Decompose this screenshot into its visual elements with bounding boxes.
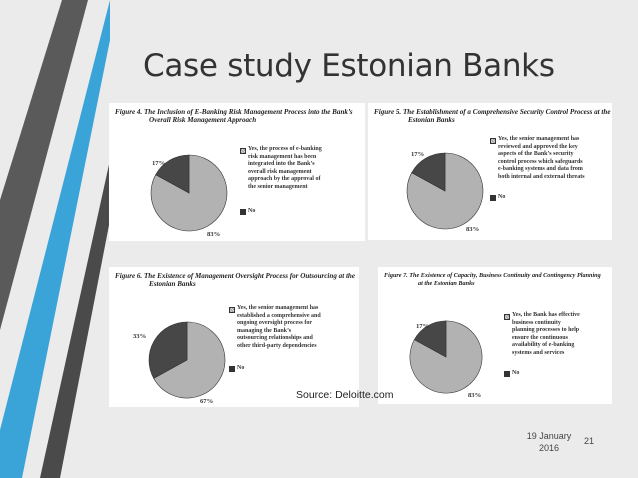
legend-item-no: No xyxy=(229,365,321,373)
legend-item-no: No xyxy=(490,194,585,202)
figure-7-title: Figure 7. The Existence of Capacity, Business Continuity and Contingency Planning at the Estonian Banks xyxy=(384,272,601,287)
figure-7-major-pct-label: 83% xyxy=(468,392,482,399)
figure-7-pie-chart xyxy=(408,319,484,395)
slide-date: 19 January 2016 xyxy=(526,431,572,453)
figure-4-major-pct-label: 83% xyxy=(207,231,221,238)
figure-5-minor-pct-label: 17% xyxy=(411,151,425,158)
legend-item-yes: Yes, the process of e-banking risk management has been integrated into the Bank’s overall risk management approach by the approval of the senior management xyxy=(240,146,322,192)
legend-swatch-yes xyxy=(490,138,496,144)
figure-4-title: Figure 4. The Inclusion of E-Banking Risk Management Process into the Bank’s Overall Risk Management Approach xyxy=(115,108,353,125)
figure-5-major-pct-label: 83% xyxy=(466,226,480,233)
figure-4-minor-pct-label: 17% xyxy=(152,160,166,167)
figure-5-panel xyxy=(368,103,612,240)
figure-5-pie-chart xyxy=(405,151,485,231)
figure-7-panel xyxy=(378,267,612,404)
figure-6-pie-chart xyxy=(147,320,227,400)
figure-6-title: Figure 6. The Existence of Management Oversight Process for Outsourcing at the Estonian Banks xyxy=(115,272,356,289)
figure-5-legend xyxy=(490,136,585,201)
figure-6-major-pct-label: 67% xyxy=(200,398,214,405)
figure-5-title: Figure 5. The Establishment of a Comprehensive Security Control Process at the Estonian Banks xyxy=(374,108,611,125)
figure-6-legend xyxy=(229,305,321,372)
source-credit: Source: Deloitte.com xyxy=(296,389,394,401)
slide-number: 21 xyxy=(584,436,595,446)
figure-4-panel xyxy=(109,103,365,241)
legend-item-no: No xyxy=(240,208,322,216)
legend-swatch-no xyxy=(504,371,510,377)
legend-swatch-yes xyxy=(504,314,510,320)
legend-swatch-no xyxy=(229,366,235,372)
legend-item-yes: Yes, the Bank has effective business continuity planning processes to help ensure the continuous availability of e-banking systems and services xyxy=(504,312,580,358)
legend-swatch-yes xyxy=(240,148,246,154)
legend-swatch-yes xyxy=(229,307,235,313)
legend-item-yes: Yes, the senior management has reviewed and approved the key aspects of the Bank’s security control process which safeguards e-banking systems and data from both internal and external threats xyxy=(490,136,585,182)
legend-swatch-no xyxy=(240,209,246,215)
figure-7-minor-pct-label: 17% xyxy=(416,323,430,330)
figure-7-legend xyxy=(504,312,580,377)
legend-swatch-no xyxy=(490,195,496,201)
figure-4-legend xyxy=(240,146,322,215)
legend-item-yes: Yes, the senior management has established a comprehensive and ongoing oversight process for managing the Bank’s outsourcing relationships and other third-party dependencies xyxy=(229,305,321,351)
decorative-stripes xyxy=(0,0,110,478)
slide-title: Case study Estonian Banks xyxy=(143,48,555,84)
figure-6-minor-pct-label: 33% xyxy=(133,333,147,340)
figure-6-panel xyxy=(109,267,359,407)
legend-item-no: No xyxy=(504,370,580,378)
